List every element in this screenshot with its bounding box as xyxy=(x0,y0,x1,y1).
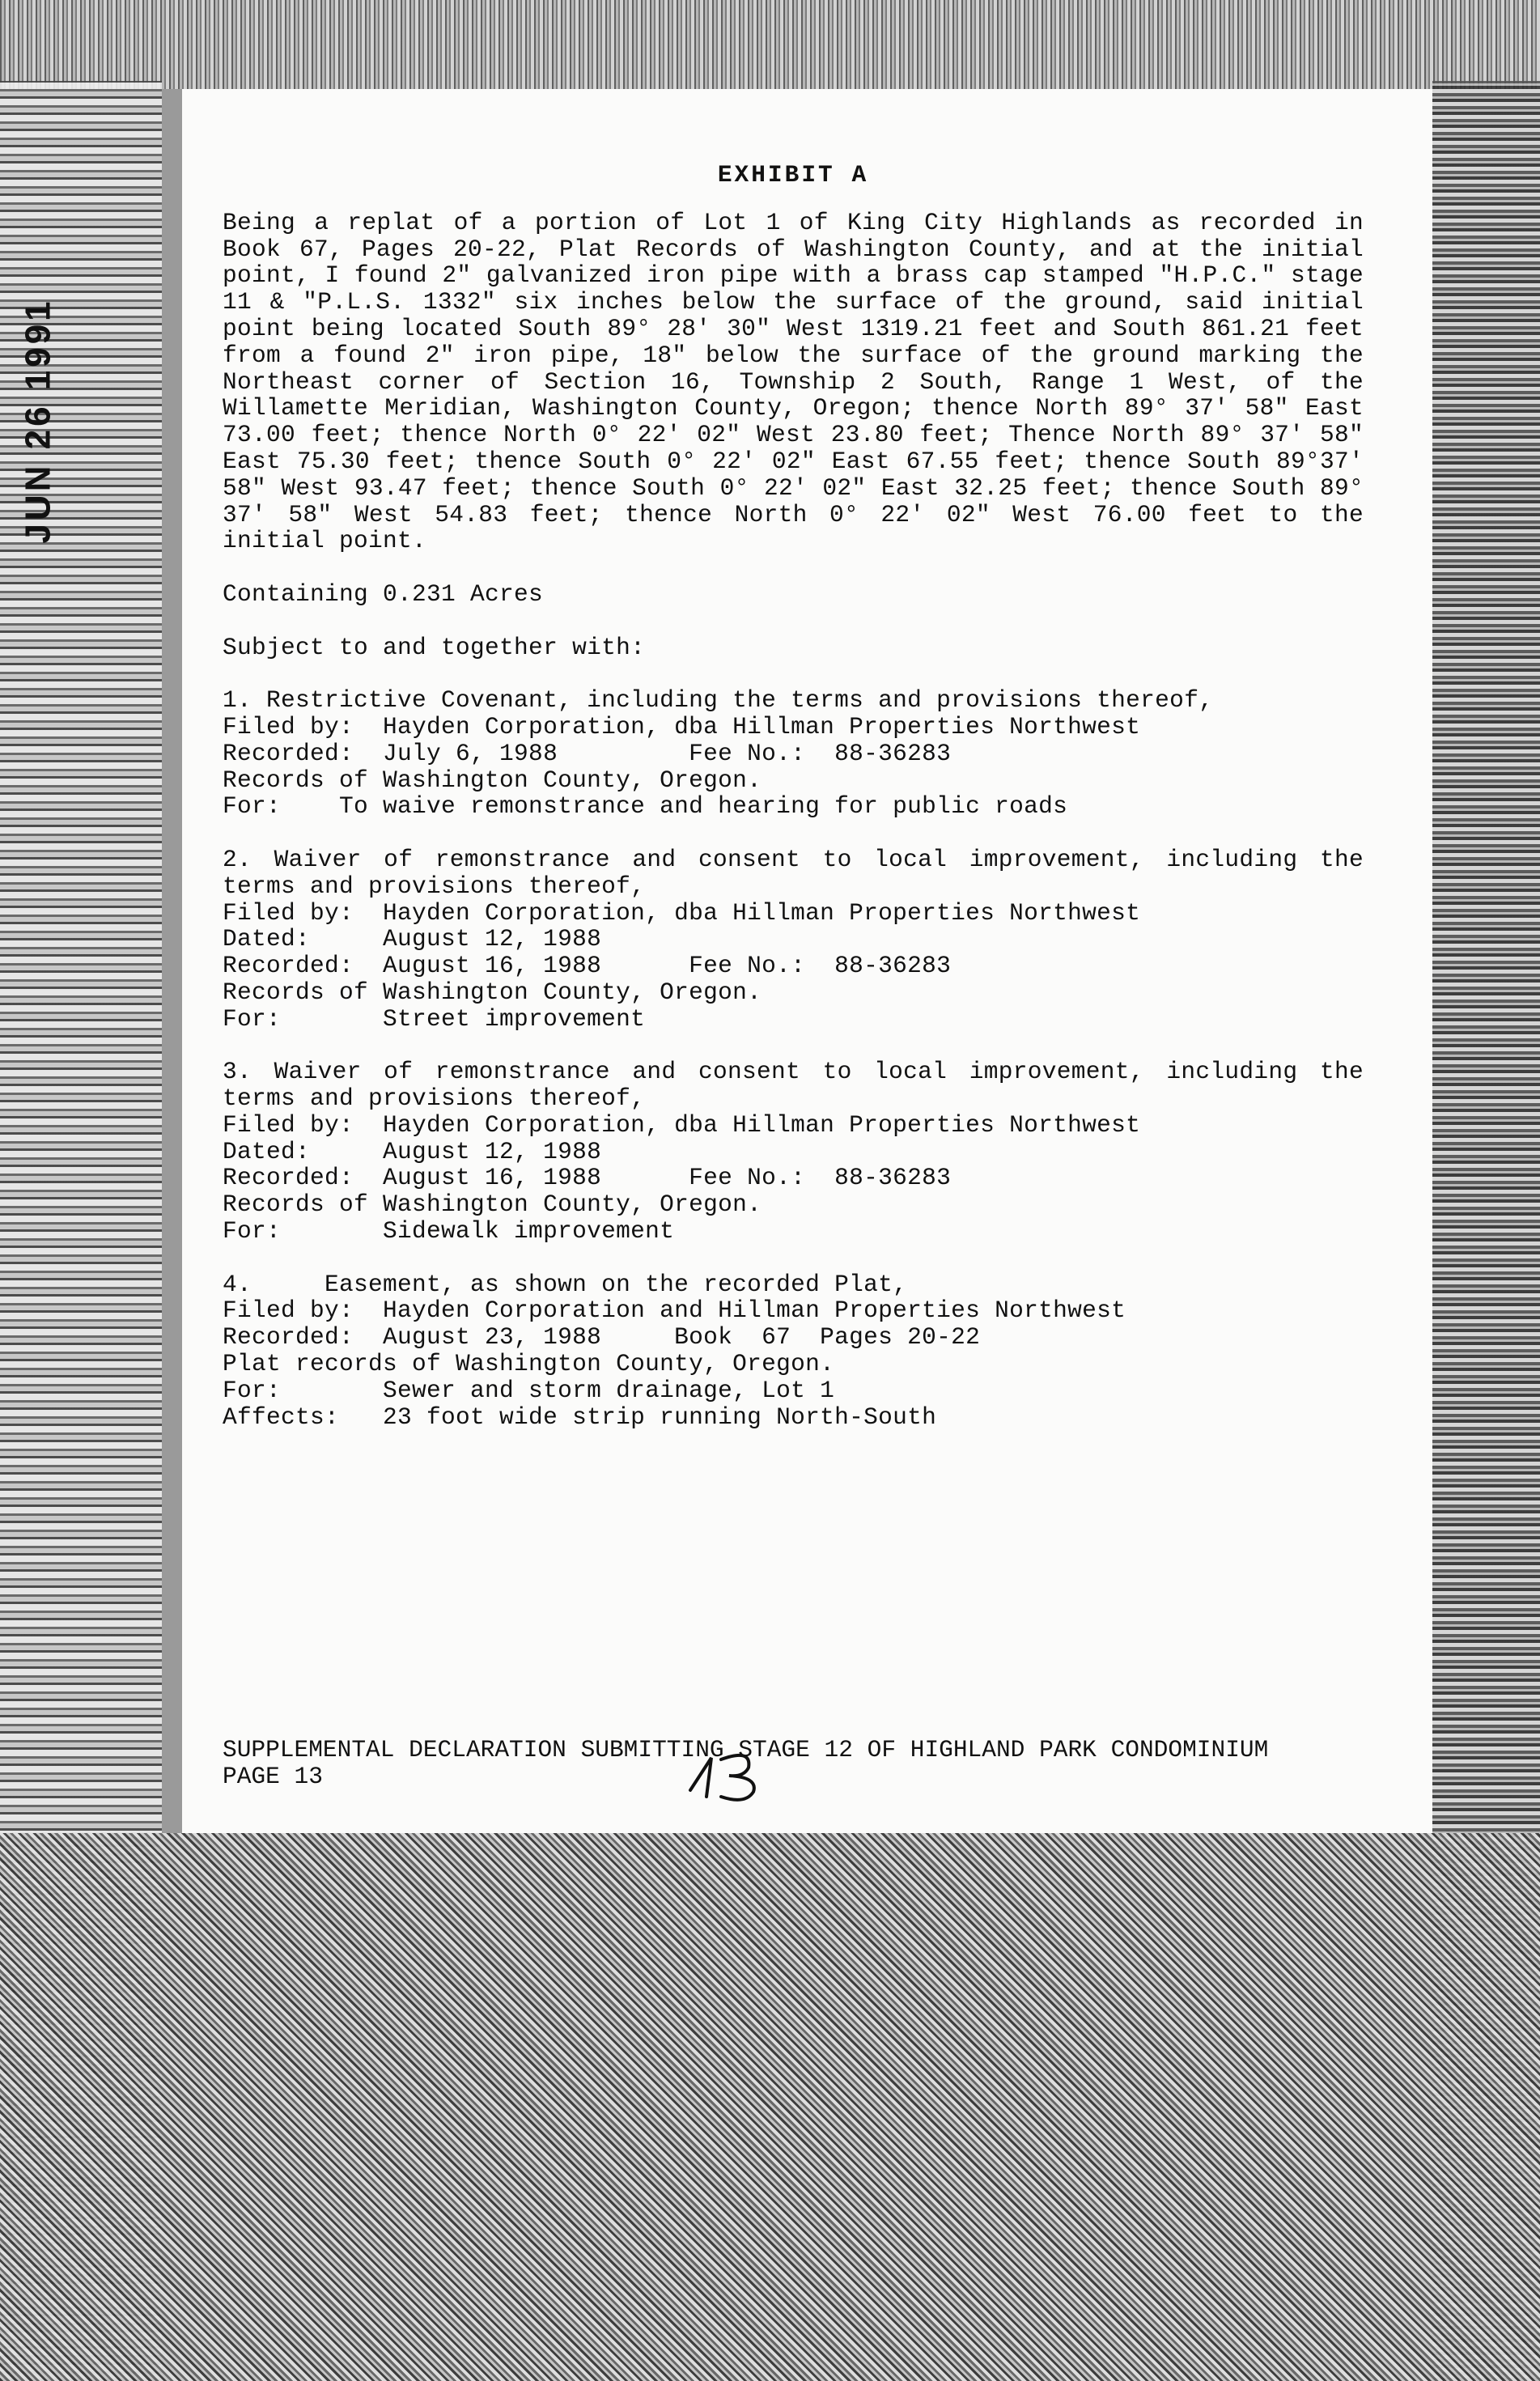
item-line: Records of Washington County, Oregon. xyxy=(223,978,762,1006)
item-lead: 2. Waiver of remonstrance and consent to local improvement, including the terms and provisions thereof, xyxy=(223,845,1364,900)
item-line: Recorded: August 16, 1988 Fee No.: 88-36283 xyxy=(223,952,952,980)
footer-page: PAGE 13 xyxy=(223,1762,323,1790)
legal-description: Being a replat of a portion of Lot 1 of King City Highlands as recorded in Book 67, Pages 20-22, Plat Records of Washington County, and at the initial point, I found 2" galvanized iron pipe with a brass cap stamped "H.P.C." stage 11 & "P.L.S. 1332" six inches below the surface of the ground, said initial point being located South 89° 28′ 30" West 1319.21 feet and South 861.21 feet from a found 2" iron pipe, 18" below the surface of the ground marking the Northeast corner of Section 16, Township 2 South, Range 1 West, of the Willamette Meridian, Washington County, Oregon; thence North 89° 37′ 58" East 73.00 feet; thence North 0° 22′ 02" West 23.80 feet; Thence North 89° 37′ 58" East 75.30 feet; thence South 0° 22′ 02" East 67.55 feet; thence South 89°37′ 58" West 93.47 feet; thence South 0° 22′ 02" East 32.25 feet; thence South 89° 37′ 58" West 54.83 feet; thence North 0° 22′ 02" West 76.00 feet to the initial point. xyxy=(223,208,1364,555)
item-lead: 1. Restrictive Covenant, including the terms and provisions thereof, xyxy=(223,686,1214,715)
encumbrance-item-3 xyxy=(223,1059,1364,1245)
exhibit-body xyxy=(223,162,1364,1430)
item-line: For: Street improvement xyxy=(223,1004,646,1033)
item-line: Records of Washington County, Oregon. xyxy=(223,766,762,794)
item-lead: 3. Waiver of remonstrance and consent to local improvement, including the terms and provisions thereof, xyxy=(223,1058,1364,1113)
subject-heading: Subject to and together with: xyxy=(223,633,646,661)
item-line: Recorded: August 23, 1988 Book 67 Pages 20-22 xyxy=(223,1323,981,1352)
item-line: Recorded: July 6, 1988 Fee No.: 88-36283 xyxy=(223,739,952,767)
item-line: Filed by: Hayden Corporation, dba Hillman Properties Northwest xyxy=(223,1110,1141,1139)
encumbrance-item-4 xyxy=(223,1271,1364,1431)
item-line: For: To waive remonstrance and hearing for public roads xyxy=(223,792,1068,821)
item-line: Filed by: Hayden Corporation, dba Hillman Properties Northwest xyxy=(223,898,1141,927)
encumbrance-item-2 xyxy=(223,847,1364,1033)
item-line: Filed by: Hayden Corporation, dba Hillman Properties Northwest xyxy=(223,712,1141,741)
handwritten-page-number xyxy=(684,1740,773,1805)
item-line: Records of Washington County, Oregon. xyxy=(223,1190,762,1219)
date-stamp xyxy=(15,298,63,544)
exhibit-title: EXHIBIT A xyxy=(717,161,869,189)
item-line: Affects: 23 foot wide strip running North-South xyxy=(223,1403,937,1431)
footer-title: SUPPLEMENTAL DECLARATION SUBMITTING STAGE 12 OF HIGHLAND PARK CONDOMINIUM xyxy=(223,1736,1269,1763)
item-line: Plat records of Washington County, Oregon. xyxy=(223,1350,835,1378)
item-line: Recorded: August 16, 1988 Fee No.: 88-36283 xyxy=(223,1164,952,1192)
page-footer xyxy=(223,1737,1372,1790)
scan-noise-bottom xyxy=(0,1833,1540,2381)
acreage: Containing 0.231 Acres xyxy=(223,579,544,608)
date-stamp-text: JUN 26 1991 xyxy=(19,298,59,544)
item-line: Dated: August 12, 1988 xyxy=(223,1137,602,1165)
item-line: Dated: August 12, 1988 xyxy=(223,925,602,953)
encumbrance-item-1 xyxy=(223,687,1364,820)
item-line: For: Sewer and storm drainage, Lot 1 xyxy=(223,1376,835,1404)
item-line: Filed by: Hayden Corporation and Hillman Properties Northwest xyxy=(223,1297,1126,1325)
item-lead: 4. Easement, as shown on the recorded Plat, xyxy=(223,1270,908,1298)
scan-noise-top xyxy=(0,0,1540,89)
item-line: For: Sidewalk improvement xyxy=(223,1217,675,1246)
